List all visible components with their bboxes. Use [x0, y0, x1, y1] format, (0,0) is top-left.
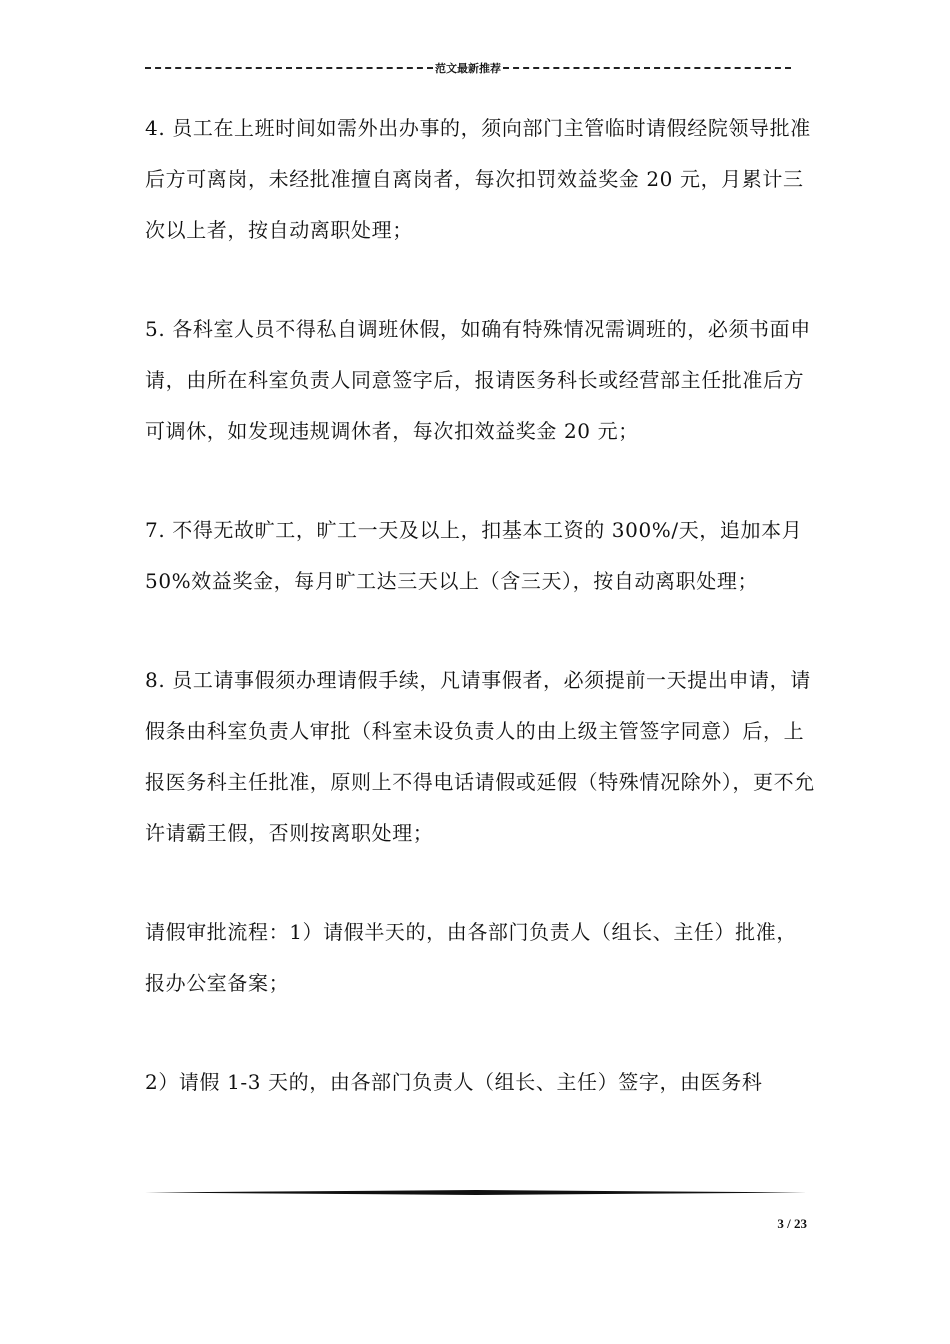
document-body — [145, 103, 815, 1108]
header-dash-right — [503, 67, 791, 69]
paragraph-item-8: 8. 员工请事假须办理请假手续，凡请事假者，必须提前一天提出申请，请假条由科室负责人审批（科室未设负责人的由上级主管签字同意）后，上报医务科主任批准，原则上不得电话请假或延假（特殊情况除外），更不允许请霸王假，否则按离职处理； — [145, 668, 815, 845]
paragraph-approval-step-2: 2）请假 1-3 天的，由各部门负责人（组长、主任）签字，由医务科 — [145, 1070, 763, 1094]
paragraph-item-7: 7. 不得无故旷工，旷工一天及以上，扣基本工资的 300%/天，追加本月 50%效益奖金，每月旷工达三天以上（含三天），按自动离职处理； — [145, 518, 803, 593]
header-title: 范文最新推荐 — [435, 62, 501, 75]
paragraph-item-5: 5. 各科室人员不得私自调班休假，如确有特殊情况需调班的，必须书面申请，由所在科室负责人同意签字后，报请医务科长或经营部主任批准后方可调休，如发现违规调休者，每次扣效益奖金 20 元； — [145, 317, 811, 443]
header-dash-left — [145, 67, 433, 69]
paragraph-item-4: 4. 员工在上班时间如需外出办事的，须向部门主管临时请假经院领导批准后方可离岗，未经批准擅自离岗者，每次扣罚效益奖金 20 元，月累计三次以上者，按自动离职处理； — [145, 116, 811, 242]
footer-rule — [145, 1190, 807, 1195]
page-number: 3 / 23 — [777, 1216, 807, 1231]
page-header — [145, 58, 791, 78]
paragraph-approval-process: 请假审批流程：1）请假半天的，由各部门负责人（组长、主任）批准，报办公室备案； — [145, 920, 797, 995]
